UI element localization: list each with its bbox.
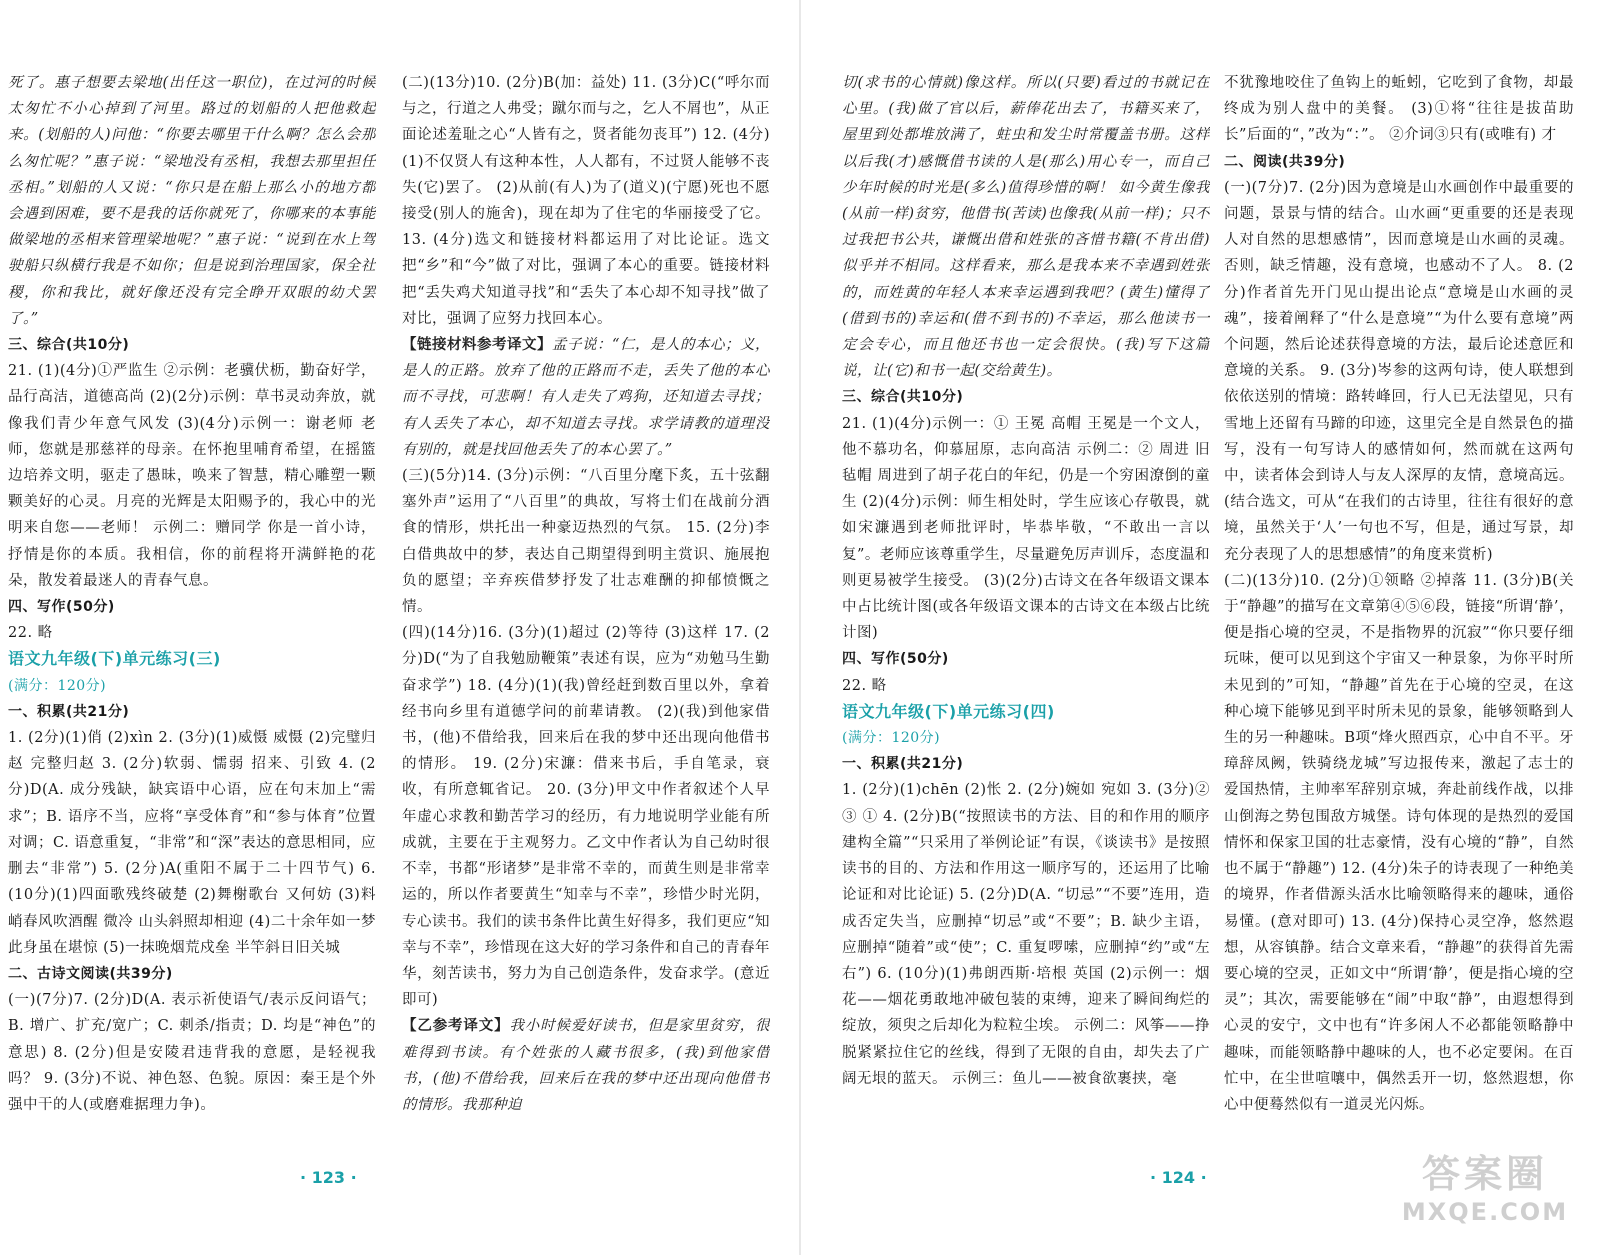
- section-heading: 一、积累(共21分): [842, 756, 964, 773]
- answer-text: 21. (1)(4分)①严监生 ②示例：老骥伏枥，勤奋好学，品行高洁，道德高尚 (2)(2分)示例：草书灵动奔放，就像我们青少年意气风发 (3)(4分)示例一：谢老师 老师，您就是那慈祥的母亲。在怀抱里哺育希望，在摇篮边培养文明，驱走了愚昧，唤来了智慧，精心雕塑一颗颗美好的心灵。月亮的光辉是太阳赐予的，我心中的光明来自您——老师！ 示例二：赠同学 你是一首小诗，抒情是你的本质。我相信，你的前程将开满鲜艳的花朵，散发着最迷人的青春气息。: [8, 363, 376, 589]
- answer-text: (二)(13分)10. (2分)B(加：益处) 11. (3分)C(“呼尔而与之，行道之人弗受；蹴尔而与之，乞人不屑也”，从正面论述羞耻之心“人皆有之，贤者能勿丧耳”) 12. (4分)(1)不仅贤人有这种本性，人人都有，不过贤人能够不丧失(它)罢了。 (2)从前(有人)为了(道义)(宁愿)死也不愿接受(别人的施舍)，现在却为了住宅的华丽接受了它。 13. (4分)选文和链接材料都运用了对比论证。选文把“乡”和“今”做了对比，强调了本心的重要。链接材料把“丢失鸡犬知道寻找”和“丢失了本心却不知寻找”做了对比，强调了应努力找回本心。: [402, 75, 770, 327]
- section-heading: 二、阅读(共39分): [1224, 153, 1346, 170]
- section-heading: 四、写作(50分): [842, 651, 949, 668]
- section-heading: 三、综合(共10分): [8, 337, 130, 354]
- watermark-logo: 答案圈: [1421, 1152, 1548, 1196]
- answer-text: (三)(5分)14. (3分)示例：“八百里分麾下炙，五十弦翻塞外声”运用了“八百里”的典故，写将士们在战前分酒食的情形，烘托出一种豪迈热烈的气氛。 15. (2分)李白借典故中的梦，表达自己期望得到明主赏识、施展抱负的愿望；辛弃疾借梦抒发了壮志难酬的抑郁愤慨之情。: [402, 468, 770, 616]
- section-heading: 二、古诗文阅读(共39分): [8, 965, 173, 982]
- reference-title: 【链接材料参考译文】: [402, 336, 553, 354]
- unit-score: (满分：120分): [842, 730, 941, 747]
- answer-text: 22. 略: [842, 677, 887, 694]
- page-right: [800, 0, 1600, 1255]
- right-column-2: [1224, 70, 1574, 1118]
- page-number: · 124 ·: [1150, 1168, 1207, 1187]
- answer-text: 死了。惠子想要去梁地(出任这一职位)，在过河的时候太匆忙不小心掉到了河里。路过的划船的人把他救起来。(划船的人)问他：“你要去哪里干什么啊？怎么会那么匆忙呢？”惠子说：“梁地没有丞相，我想去那里担任丞相。”划船的人又说：“你只是在船上那么小的地方都会遇到困难，要不是我的话你就死了，你哪来的本事能做梁地的丞相来管理梁地呢？”惠子说：“说到在水上驾驶船只纵横行我是不如你；但是说到治理国家，保全社稷，你和我比，就好像还没有完全睁开双眼的幼犬罢了。”: [8, 75, 376, 327]
- answer-text: (一)(7分)7. (2分)因为意境是山水画创作中最重要的问题，景景与情的结合。山水画“更重要的还是表现人对自然的思想感情”，因而意境是山水画的灵魂。否则，缺乏情趣，没有意境，也感动不了人。 8. (2分)作者首先开门见山提出论点“意境是山水画的灵魂”，接着阐释了“什么是意境”“为什么要有意境”两个问题，然后论述获得意境的方法，最后论述意匠和意境的关系。 9. (3分)岑参的这两句诗，使人联想到依依送别的情境：路转峰回，行人已无法望见，只有雪地上还留有马蹄的印迹，这里完全是自然景色的描写，没有一句写诗人的感情如何，然而就在这两句中，读者体会到诗人与友人深厚的友情，意境高远。(结合选文，可从“在我们的古诗里，往往有很好的意境，虽然关于‘人’一句也不写，但是，通过写景，却充分表现了人的思想感情”的角度来赏析): [1224, 179, 1574, 563]
- unit-score: (满分：120分): [8, 677, 107, 694]
- answer-text: 不犹豫地咬住了鱼钩上的蚯蚓，它吃到了食物，却最终成为别人盘中的美餐。 (3)①将“往往是拔苗助长”后面的“，”改为“：”。 ②介词③只有(或唯有) 才: [1224, 75, 1574, 144]
- answer-text: 21. (1)(4分)示例一：① 王冕 高帽 王冕是一个文人，他不慕功名，仰慕屈原，志向高洁 示例二：② 周进 旧毡帽 周进到了胡子花白的年纪，仍是一个穷困潦倒的童生 (2)(4分)示例：师生相处时，学生应该心存敬畏，就如宋濂遇到老师批评时，毕恭毕敬，“不敢出一言以复”。老师应该尊重学生，尽量避免厉声训斥，态度温和则更易被学生接受。 (3)(2分)古诗文在各年级语文课本中占比统计图(或各年级语文课本的古诗文在本级占比统计图): [842, 415, 1210, 642]
- unit-title: 语文九年级(下)单元练习(四): [842, 701, 1055, 721]
- answer-text: 22. 略: [8, 625, 53, 642]
- left-column-2: [402, 70, 770, 1118]
- page-number: · 123 ·: [300, 1168, 357, 1187]
- left-column-1: [8, 70, 376, 1118]
- answer-text: (四)(14分)16. (3分)(1)超过 (2)等待 (3)这样 17. (2分)D(“为了自我勉励鞭策”表述有误，应为“劝勉马生勤奋求学”) 18. (4分)(1)(我)曾经赶到数百里以外，拿着经书向乡里有道德学问的前辈请教。 (2)(我)到他家借书，(他)不借给我，回来后在我的梦中还出现向他借书的情形。 19. (2分)宋濂：借来书后，手自笔录，衰收，有所意辄省记。 20. (3分)甲文中作者叙述个人早年虚心求教和勤苦学习的经历，有力地说明学业能有所成就，主要在于主观努力。乙文中作者认为自己幼时很不幸，书都“形诸梦”是非常不幸的，而黄生则是非常幸运的，所以作者要黄生“知幸与不幸”，珍惜少时光阴，专心读书。我们的读书条件比黄生好得多，我们更应“知幸与不幸”，珍惜现在这大好的学习条件和自己的青春年华，刻苦读书，努力为自己创造条件，发奋求学。(意近即可): [402, 625, 770, 1009]
- section-heading: 四、写作(50分): [8, 599, 115, 616]
- reference-title: 【乙参考译文】: [402, 1017, 510, 1035]
- answer-text: 1. (2分)(1)chēn (2)怅 2. (2分)婉如 宛如 3. (3分)② ③ ① 4. (2分)B(“按照读书的方法、目的和作用的顺序建构全篇”“只采用了举例论证”有误，《谈读书》是按照读书的目的、方法和作用这一顺序写的，还运用了比喻论证和对比论证) 5. (2分)D(A. “切忌”“不要”连用，造成否定失当，应删掉“切忌”或“不要”；B. 缺少主语，应删掉“随着”或“使”；C. 重复啰嗦，应删掉“约”或“左右”) 6. (10分)(1)弗朗西斯·培根 英国 (2)示例一：烟花——烟花勇敢地冲破包装的束缚，迎来了瞬间绚烂的绽放，须臾之后却化为粒粒尘埃。 示例二：风筝——挣脱紧紧拉住它的丝线，得到了无限的自由，却失去了广阔无垠的蓝天。 示例三：鱼儿——被食欲裹挟，毫: [842, 782, 1210, 1087]
- reference-text: 切(求书的心情就)像这样。所以(只要)看过的书就记在心里。(我)做了官以后，薪俸花出去了，书籍买来了，屋里到处都堆放满了，蛀虫和发尘时常覆盖书册。这样以后我(才)感慨借书读的人是(那么)用心专一，而自己少年时候的时光是(多么)值得珍惜的啊！ 如今黄生像我(从前一样)贫穷，他借书(苦读)也像我(从前一样)；只不过我把书公共，谦慨出借和姓张的吝惜书籍(不肯出借)似乎并不相同。这样看来，那么是我本来不幸遇到姓张的，而姓黄的年轻人本来幸运遇到我吧？(黄生)懂得了(借到书的)幸运和(借不到书的)不幸运，那么他读书一定会专心，而且他还书也一定会很快。(我)写下这篇说，让(它)和书一起(交给黄生)。: [842, 75, 1210, 380]
- unit-title: 语文九年级(下)单元练习(三): [8, 649, 221, 669]
- reference-text: 我小时候爱好读书，但是家里贫穷，很难得到书读。有个姓张的人藏书很多，(我)到他家借书，(他)不借给我，回来后在我的梦中还出现向他借书的情形。我那种迫: [402, 1018, 770, 1113]
- section-heading: 一、积累(共21分): [8, 703, 130, 720]
- watermark-url: MXQE.COM: [1401, 1198, 1569, 1226]
- answer-text: 1. (2分)(1)俏 (2)xìn 2. (3分)(1)威慑 威慑 (2)完璧归赵 完整归赵 3. (2分)软弱、懦弱 招来、引致 4. (2分)D(A. 成分残缺，缺宾语中心语，应在句末加上“需求”；B. 语序不当，应将“享受体育”和“参与体育”位置对调；C. 语意重复，“非常”和“深”表达的意思相同，应删去“非常”) 5. (2分)A(重阳不属于二十四节气) 6. (10分)(1)四面歌残终破楚 (2)舞榭歌台 又何妨 (3)料峭春风吹酒醒 微冷 山头斜照却相迎 (4)二十余年如一梦 此身虽在堪惊 (5)一抹晚烟荒戍垒 半竿斜日旧关城: [8, 730, 376, 956]
- answer-text: (二)(13分)10. (2分)①领略 ②掉落 11. (3分)B(关于“静趣”的描写在文章第④⑤⑥段，链接“所谓‘静’，便是指心境的空灵，不是指物界的沉寂”“你只要仔细玩味，便可以见到这个宇宙又一种景象，为你平时所未见到的”可知，“静趣”首先在于心境的空灵，在这种心境下能够见到平时所未见的景象，能够领略到人生的另一种趣味。B项“烽火照西京，心中自不平。牙璋辞凤阙，铁骑绕龙城”写边报传来，激起了志士的爱国热情，主帅率军辞别京城，奔赴前线作战，以排山倒海之势包围敌方城堡。诗句体现的是热烈的爱国情怀和保家卫国的壮志豪情，没有心境的“静”，自然也不属于“静趣”) 12. (4分)朱子的诗表现了一种绝美的境界，作者借源头活水比喻领略得来的趣味，通俗易懂。(意对即可) 13. (4分)保持心灵空净，悠然遐想，从容镇静。结合文章来看，“静趣”的获得首先需要心境的空灵，正如文中“所谓‘静’，便是指心境的空灵”；其次，需要能够在“闹”中取“静”，由遐想得到心灵的安宁，文中也有“许多闲人不必都能领略静中趣味，而能领略静中趣味的人，也不必定要闲。在百忙中，在尘世喧嚷中，偶然丢开一切，悠然遐想，你心中便蓦然似有一道灵光闪烁。: [1224, 572, 1574, 1113]
- reference-translation: [402, 1013, 770, 1118]
- reference-text: 孟子说：“仁，是人的本心；义，是人的正路。放弃了他的正路而不走，丢失了他的本心而不寻找，可悲啊！有人走失了鸡狗，还知道去寻找；有人丢失了本心，却不知道去寻找。求学请教的道理没有别的，就是找回他丢失了的本心罢了。”: [402, 337, 770, 458]
- watermark: [1390, 1143, 1580, 1243]
- reference-translation: [402, 332, 770, 463]
- right-column-1: [842, 70, 1210, 1092]
- section-heading: 三、综合(共10分): [842, 389, 964, 406]
- answer-text: (一)(7分)7. (2分)D(A. 表示祈使语气/表示反问语气；B. 增广、扩充/宽广；C. 刺杀/指责；D. 均是“神色”的意思) 8. (2分)但是安陵君违背我的意愿，是轻视我吗？ 9. (3分)不说、神色怒、色貌。原因：秦王是个外强中干的人(或磨难据理力争)。: [8, 992, 376, 1113]
